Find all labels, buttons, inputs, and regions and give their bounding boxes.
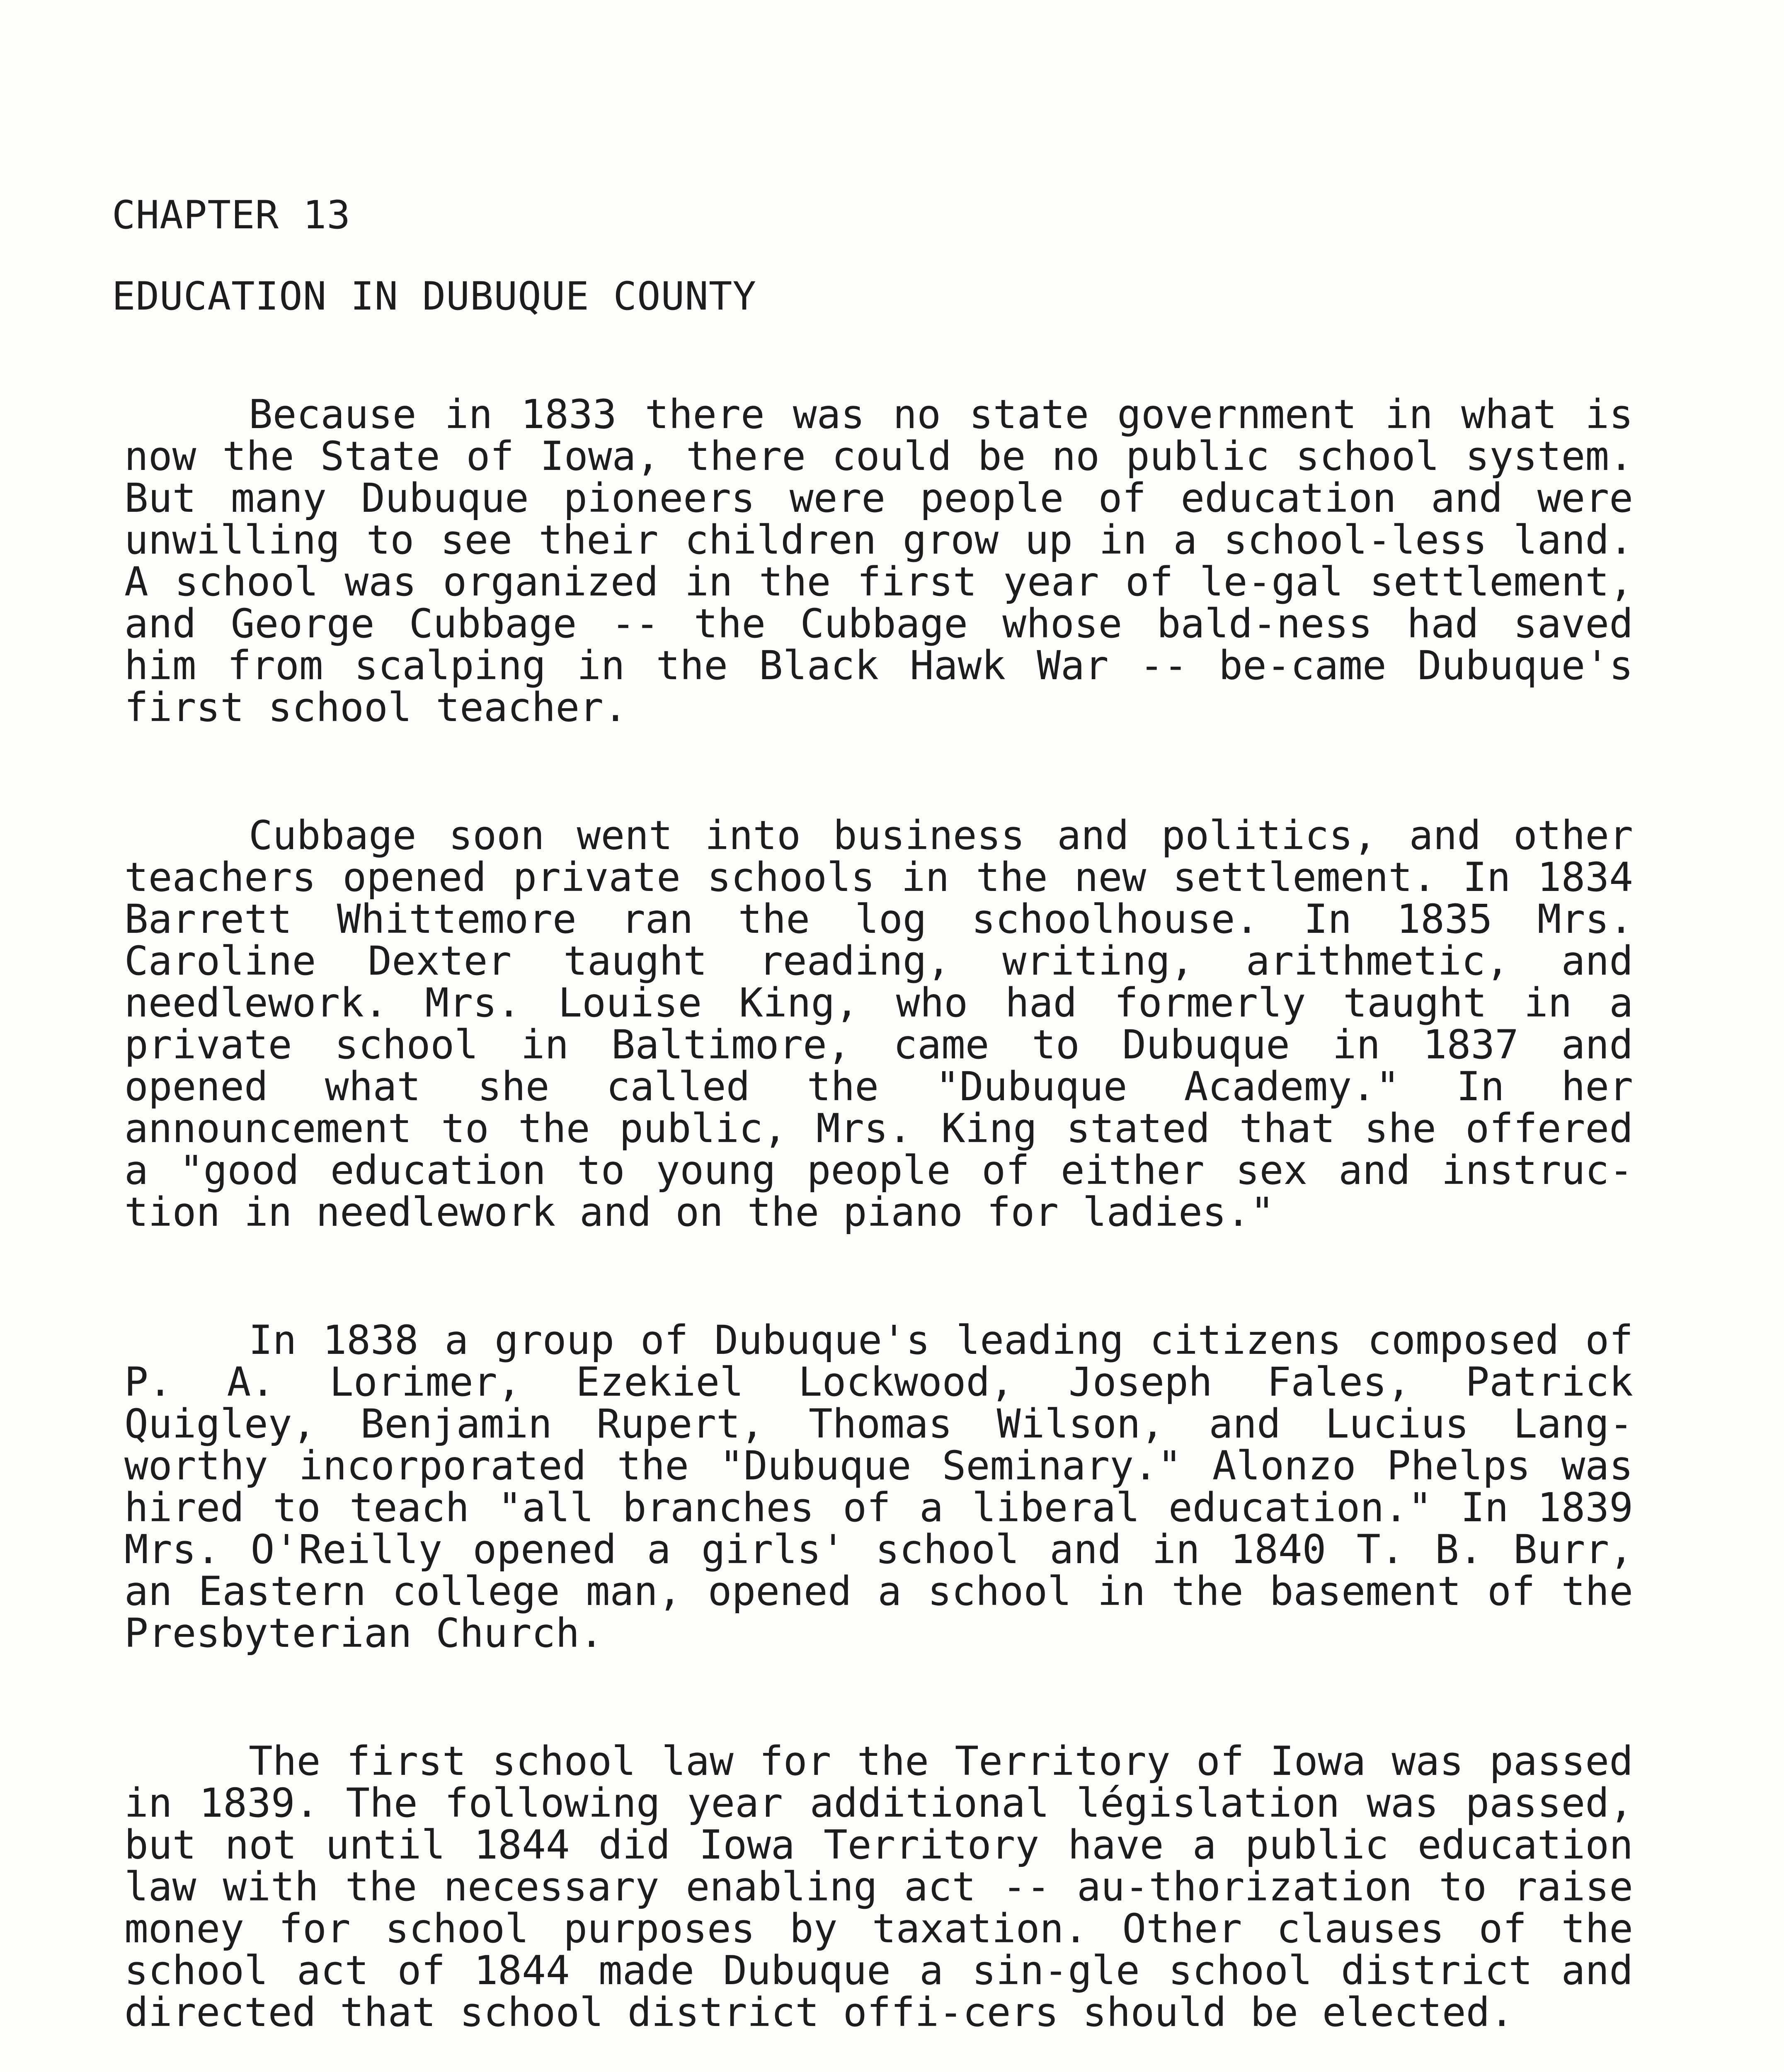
paragraph-3: In 1838 a group of Dubuque's leading citizens composed of P. A. Lorimer, Ezekiel Lockwood, Joseph Fales, Patrick Quigley, Benjamin Rupert, Thomas Wilson, and Lucius Lang-worthy incorporated the "Dubuque Seminary." Alonzo Phelps was hired to teach "all branches of a liberal education." In 1839 Mrs. O'Reilly opened a girls' school and in 1840 T. B. Burr, an Eastern college man, opened a school in the basement of the Presbyterian Church. — [124, 1317, 1633, 1656]
paragraph-4: The first school law for the Territory of Iowa was passed in 1839. The following year additional législation was passed, but not until 1844 did Iowa Territory have a public education law with the necessary enabling act -- au-thorization to raise money for school purposes by taxation. Other clauses of the school act of 1844 made Dubuque a sin-gle school district and directed that school district offi-cers should be elected. — [124, 1738, 1633, 2036]
chapter-title: EDUCATION IN DUBUQUE COUNTY — [112, 274, 757, 319]
paragraph-2: Cubbage soon went into business and politics, and other teachers opened private schools in the new settlement. In 1834 Barrett Whittemore ran the log schoolhouse. In 1835 Mrs. Caroline Dexter taught reading, writing, arithmetic, and needlework. Mrs. Louise King, who had formerly taught in a private school in Baltimore, came to Dubuque in 1837 and opened what she called the "Dubuque Academy." In her announcement to the public, Mrs. King stated that she offered a "good education to young people of either sex and instruc-tion in needlework and on the piano for ladies." — [124, 812, 1633, 1235]
paragraph-1: Because in 1833 there was no state government in what is now the State of Iowa, there could be no public school system. But many Dubuque pioneers were people of education and were unwilling to see their children grow up in a school-less land. A school was organized in the first year of le-gal settlement, and George Cubbage -- the Cubbage whose bald-ness had saved him from scalping in the Black Hawk War -- be-came Dubuque's first school teacher. — [124, 391, 1633, 731]
chapter-heading: CHAPTER 13 — [112, 193, 351, 238]
body-text — [124, 391, 1633, 2072]
